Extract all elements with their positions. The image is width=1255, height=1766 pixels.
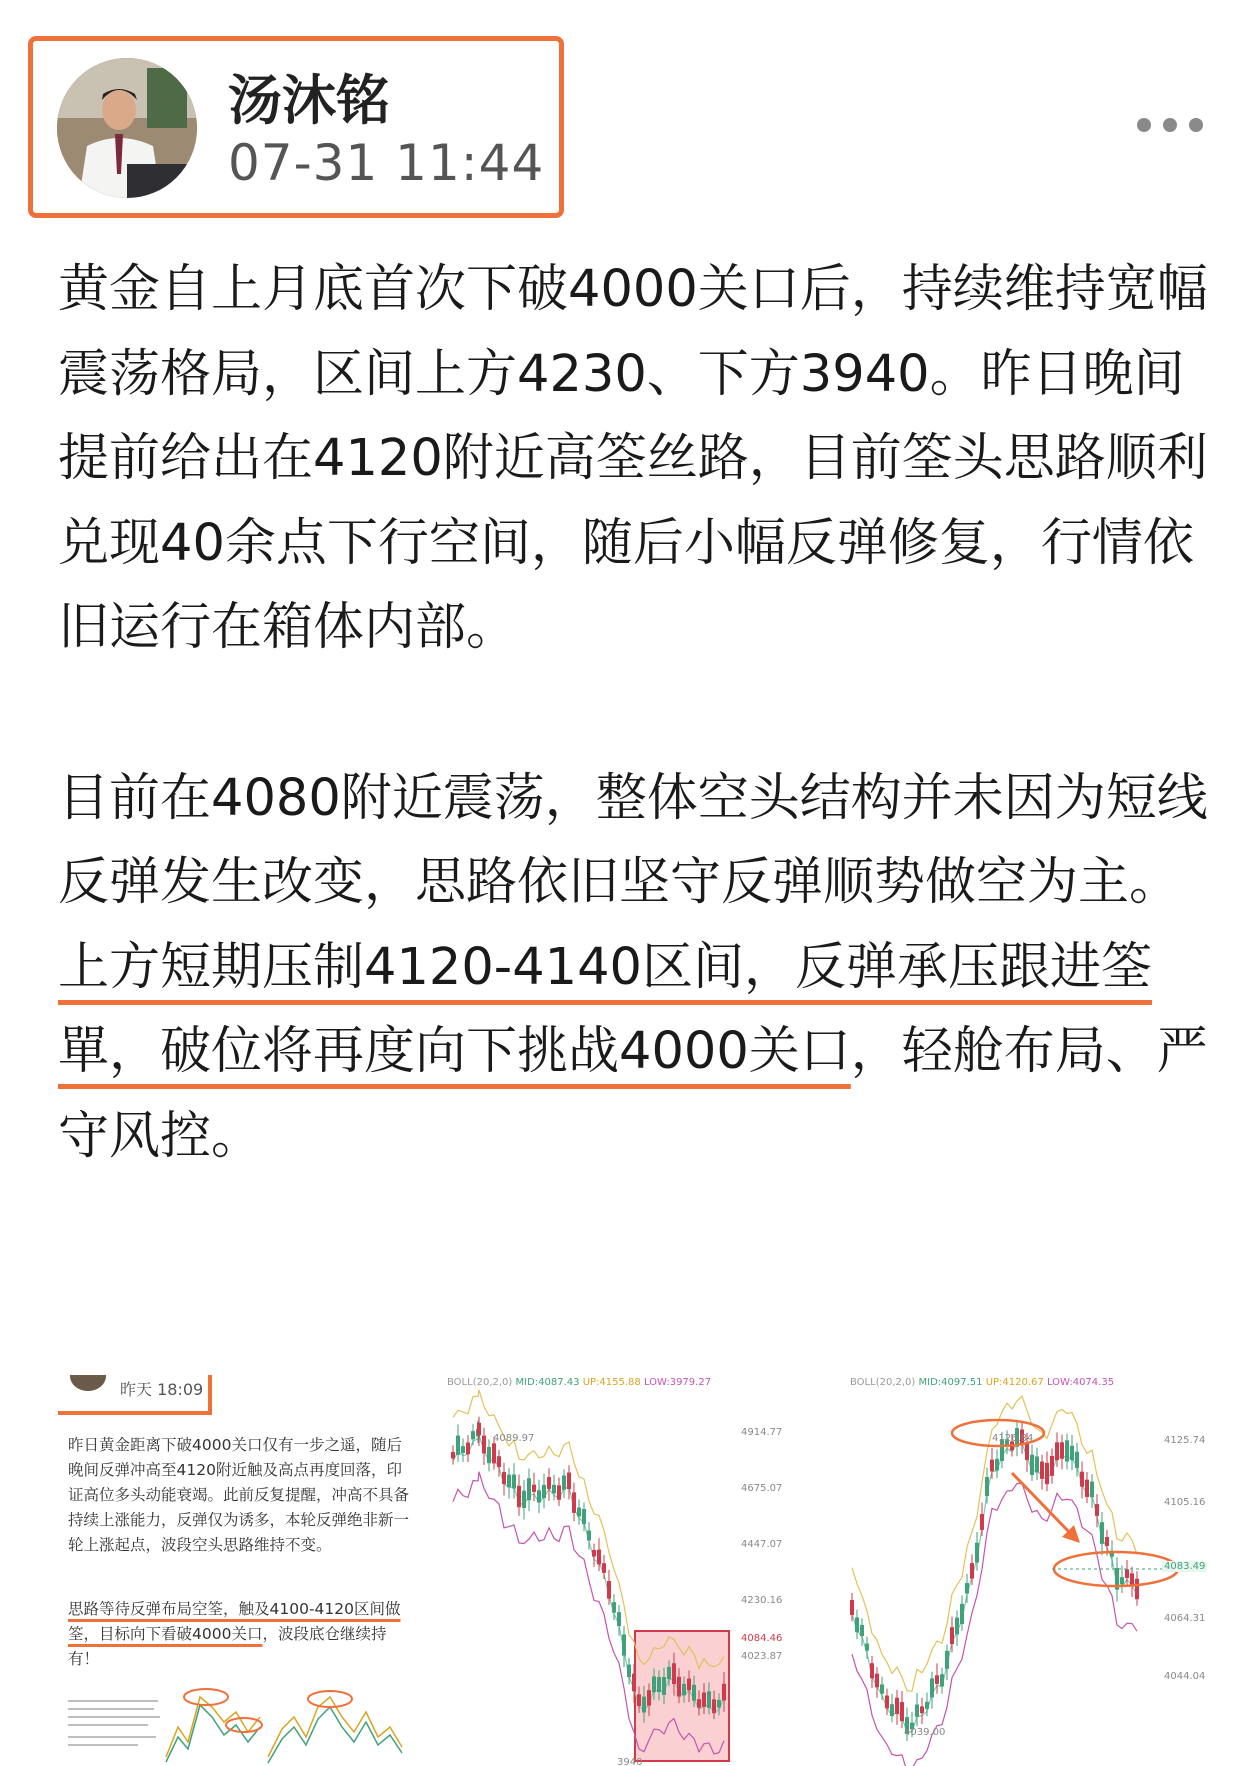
candle	[532, 1485, 536, 1492]
candle	[451, 1452, 455, 1459]
candle	[990, 1460, 994, 1472]
candle	[940, 1674, 944, 1686]
candle	[1065, 1440, 1069, 1461]
candle	[945, 1651, 949, 1669]
image-grid	[58, 1375, 1218, 1766]
chart3-axis-label-4: 4064.31	[1164, 1613, 1206, 1624]
candle	[537, 1490, 541, 1502]
candle	[542, 1485, 546, 1498]
candle	[1085, 1480, 1089, 1497]
chart2-axis-label-2: 4675.07	[741, 1483, 783, 1494]
image-thumbnail-3[interactable]	[842, 1375, 1218, 1766]
candle	[1080, 1472, 1084, 1487]
candle	[900, 1702, 904, 1721]
candle	[552, 1485, 556, 1493]
candle	[502, 1472, 506, 1484]
candle	[527, 1478, 531, 1500]
candle	[692, 1685, 696, 1701]
candle	[587, 1531, 591, 1541]
candle	[577, 1508, 581, 1517]
highlighted-text: 上方短期压制4120-4140区间，反弹承压跟进筌單，破位将再度向下挑战4000关口	[58, 937, 1152, 1081]
post-timestamp: 07-31 11:44	[228, 134, 545, 192]
candle	[557, 1485, 561, 1499]
chart3-bottom-label: 4039.00	[904, 1727, 946, 1738]
chart2-peak-label: 4089.97	[493, 1433, 535, 1444]
candle	[1055, 1442, 1059, 1460]
candle	[722, 1684, 726, 1701]
chart2-axis-label-1: 4914.77	[741, 1427, 783, 1438]
candle	[970, 1563, 974, 1579]
candle	[985, 1477, 989, 1496]
candle	[980, 1514, 984, 1530]
candle	[1070, 1446, 1074, 1460]
chart3-axis-label-3: 4083.49	[1164, 1561, 1206, 1572]
candle	[920, 1706, 924, 1713]
candle	[1090, 1482, 1094, 1498]
candle	[1130, 1573, 1134, 1585]
candle	[702, 1693, 706, 1707]
candle	[975, 1543, 979, 1563]
boll-mid-band	[852, 1443, 1137, 1732]
candle	[466, 1443, 470, 1455]
candle	[1035, 1456, 1039, 1472]
chart2-axis-label-3: 4447.07	[741, 1539, 783, 1550]
chart3-indicator: BOLL(20,2,0) MID:4097.51 UP:4120.67 LOW:4074.35	[850, 1377, 1115, 1388]
candle	[597, 1550, 601, 1565]
candle	[582, 1509, 586, 1524]
post-paragraph-3-rest: ，轻舱布局、严守风控。	[58, 1022, 1208, 1166]
candle	[1025, 1442, 1029, 1460]
candle	[487, 1447, 491, 1463]
candle	[960, 1604, 964, 1624]
candle	[567, 1473, 571, 1490]
candle	[627, 1665, 631, 1678]
candle	[672, 1663, 676, 1684]
image-thumbnail-2[interactable]	[439, 1375, 825, 1766]
candle	[607, 1581, 611, 1599]
candle	[657, 1677, 661, 1692]
candle	[855, 1617, 859, 1632]
candle	[915, 1705, 919, 1717]
candle	[890, 1704, 894, 1716]
candle	[925, 1702, 929, 1709]
chart2-bottom-label: 3940	[617, 1757, 643, 1766]
post-paragraph-1: 黄金自上月底首次下破4000关口后，持续维持宽幅震荡格局，区间上方4230、下方3940。昨日晚间提前给出在4120附近高筌丝路，目前筌头思路顺利兑现40余点下行空间，随后小幅反弹修复，行情依旧运行在箱体内部。	[58, 260, 1208, 657]
candle	[632, 1674, 636, 1692]
candle	[547, 1477, 551, 1489]
candle	[471, 1431, 475, 1439]
candle	[697, 1699, 701, 1708]
candle	[497, 1456, 501, 1467]
candle	[995, 1459, 999, 1471]
candle	[712, 1699, 716, 1713]
chart3-axis-label-1: 4125.74	[1164, 1435, 1206, 1446]
chart2-axis-label-4: 4230.16	[741, 1595, 783, 1606]
candle	[517, 1486, 521, 1507]
prev-post-text: 昨日黄金距离下破4000关口仅有一步之遥，随后晚间反弹冲高至4120附近触及高点再度回落，印证高位多头动能衰竭。此前反复提醒，冲高不具备持续上涨能力，反弹仅为诱多，本轮反弹绝非新一轮上涨起点，波段空头思路维持不变。	[68, 1436, 410, 1554]
more-options-button[interactable]	[1137, 112, 1203, 138]
candle	[1125, 1569, 1129, 1578]
candle	[602, 1563, 606, 1573]
post-paragraph-3	[58, 926, 1208, 1180]
candle	[1075, 1452, 1079, 1468]
candle	[950, 1627, 954, 1644]
candle	[682, 1684, 686, 1696]
candle	[1045, 1463, 1049, 1484]
chart2-axis-label-6: 4023.87	[741, 1651, 783, 1662]
post-body	[58, 248, 1208, 1179]
candle	[592, 1550, 596, 1556]
candle	[1100, 1522, 1104, 1544]
candle	[677, 1677, 681, 1697]
candle	[870, 1663, 874, 1678]
prev-post-mini-charts	[58, 1375, 420, 1766]
candle	[647, 1690, 651, 1705]
candle	[562, 1476, 566, 1490]
candle	[667, 1667, 671, 1679]
candle	[617, 1612, 621, 1626]
candle	[1040, 1462, 1044, 1479]
avatar-image	[57, 58, 197, 198]
prev-post-plan-highlight: 思路等待反弹布局空筌，触及4100-4120区间做筌，目标向下看破4000关口	[68, 1600, 401, 1643]
candle	[1120, 1577, 1124, 1584]
chart3-axis-label-5: 4044.04	[1164, 1671, 1206, 1682]
candle	[507, 1475, 511, 1488]
chart3-peak-label: 4126.84	[992, 1433, 1034, 1444]
chart2-indicator: BOLL(20,2,0) MID:4087.43 UP:4155.88 LOW:3979.27	[447, 1377, 712, 1388]
candle	[965, 1583, 969, 1593]
author-name[interactable]: 汤沐铭	[228, 69, 390, 132]
candle	[1135, 1579, 1139, 1599]
candle	[1030, 1455, 1034, 1475]
prev-post-time: 昨天 18:09	[120, 1380, 204, 1399]
more-horizontal-icon	[1137, 118, 1151, 132]
avatar[interactable]	[57, 58, 197, 198]
candle	[880, 1684, 884, 1693]
chart3-axis-label-2: 4105.16	[1164, 1497, 1206, 1508]
candle	[717, 1700, 721, 1708]
post-paragraph-2: 目前在4080附近震荡，整体空头结构并未因为短线反弹发生改变，思路依旧坚守反弹顺势做空为主。	[58, 768, 1208, 912]
image-thumbnail-1[interactable]	[58, 1375, 420, 1766]
candle	[935, 1675, 939, 1684]
candle	[572, 1492, 576, 1513]
candle	[1050, 1456, 1054, 1476]
candle	[456, 1436, 460, 1455]
candle	[662, 1677, 666, 1695]
candle	[860, 1625, 864, 1636]
candle	[865, 1644, 869, 1651]
candle	[875, 1674, 879, 1688]
boll-lower-band	[852, 1483, 1137, 1766]
candle	[612, 1602, 616, 1612]
candle	[895, 1698, 899, 1714]
chart2-axis-label-5: 4084.46	[741, 1633, 783, 1644]
candle	[687, 1679, 691, 1691]
candle	[642, 1697, 646, 1713]
candle	[955, 1618, 959, 1635]
candle	[522, 1491, 526, 1508]
candle	[512, 1475, 516, 1489]
candle	[1095, 1504, 1099, 1516]
candle	[477, 1423, 481, 1436]
candle	[482, 1436, 486, 1454]
prev-post-plan-rest: ，波段底仓继续持有！	[68, 1625, 387, 1668]
candle	[637, 1694, 641, 1706]
candle	[492, 1443, 496, 1463]
candle	[850, 1600, 854, 1615]
candle	[622, 1634, 626, 1655]
candle	[652, 1676, 656, 1692]
candle	[461, 1446, 465, 1453]
candle	[1060, 1442, 1064, 1458]
candle	[707, 1691, 711, 1708]
candle	[930, 1678, 934, 1697]
candle	[1105, 1537, 1109, 1546]
candle	[885, 1696, 889, 1709]
